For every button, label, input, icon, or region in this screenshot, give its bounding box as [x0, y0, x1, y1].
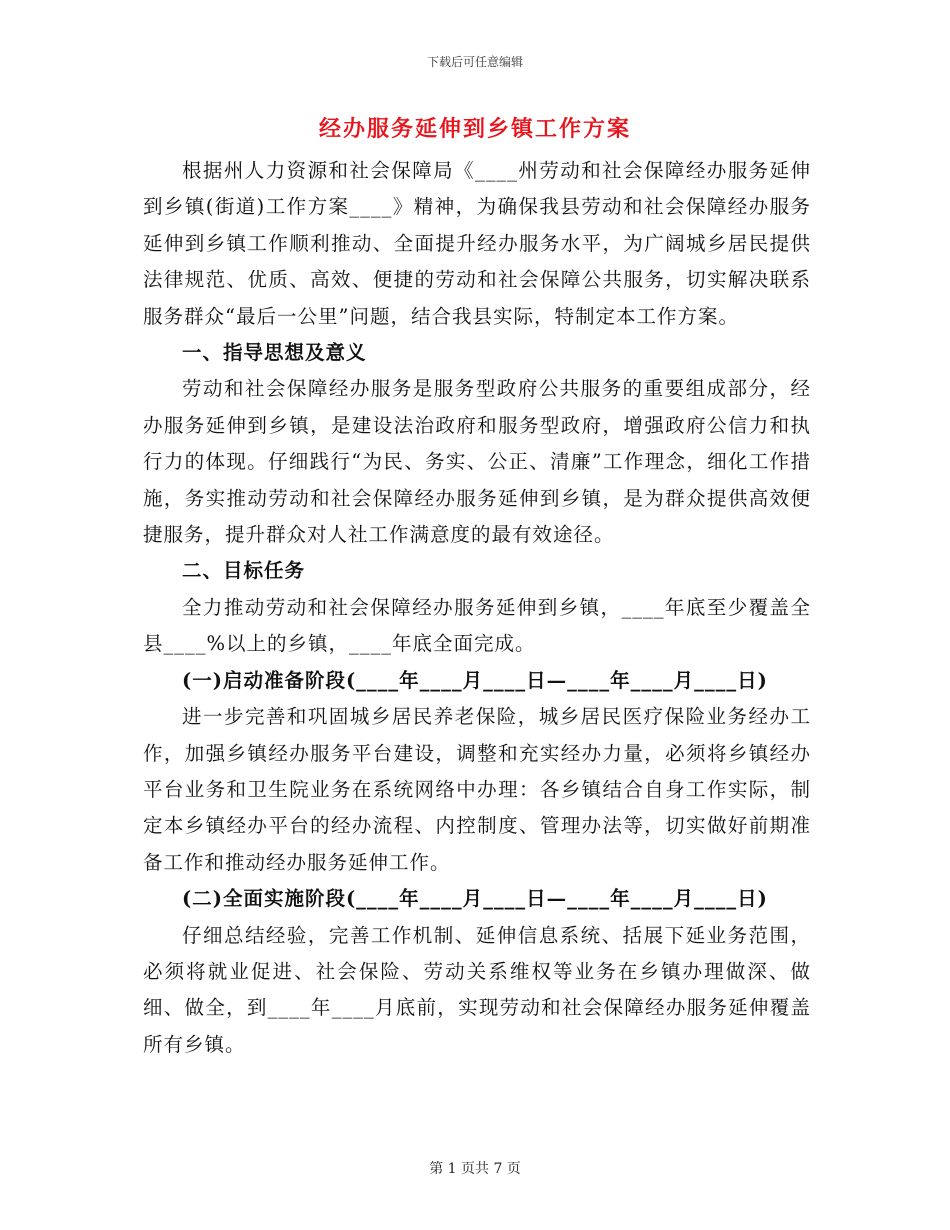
phase-heading-preparation: (一)启动准备阶段(____年____月____日—____年____月____日): [182, 668, 768, 692]
phase-heading-implementation: (二)全面实施阶段(____年____月____日—____年____月____日): [182, 887, 768, 911]
section-paragraph-guiding-ideology: 劳动和社会保障经办服务是服务型政府公共服务的重要组成部分，经办服务延伸到乡镇，是建设法治政府和服务型政府，增强政府公信力和执行力的体现。仔细践行“为民、务实、公正、清廉”工作理念，细化工作措施，务实推动劳动和社会保障经办服务延伸到乡镇，是为群众提供高效便捷服务，提升群众对人社工作满意度的最有效途径。: [143, 377, 811, 547]
section-heading-guiding-ideology: 一、指导思想及意义: [182, 341, 367, 365]
phase-paragraph-preparation: 进一步完善和巩固城乡居民养老保险，城乡居民医疗保险业务经办工作，加强乡镇经办服务平台建设，调整和充实经办力量，必须将乡镇经办平台业务和卫生院业务在系统网络中办理：各乡镇结合自身工作实际，制定本乡镇经办平台的经办流程、内控制度、管理办法等，切实做好前期准备工作和推动经办服务延伸工作。: [143, 705, 811, 874]
page-footer: 第 1 页共 7 页: [429, 1161, 521, 1177]
page-header: 下载后可任意编辑: [426, 55, 523, 69]
phase-paragraph-implementation: 仔细总结经验，完善工作机制、延伸信息系统、括展下延业务范围，必须将就业促进、社会保险、劳动关系维权等业务在乡镇办理做深、做细、做全，到____年____月底前，实现劳动和社会保障经办服务延伸覆盖所有乡镇。: [143, 923, 811, 1056]
section-heading-goals: 二、目标任务: [182, 559, 306, 583]
section-paragraph-goals: 全力推动劳动和社会保障经办服务延伸到乡镇，____年底至少覆盖全县____%以上的乡镇，____年底全面完成。: [143, 595, 811, 656]
document-body: [143, 153, 811, 1063]
intro-paragraph: 根据州人力资源和社会保障局《____州劳动和社会保障经办服务延伸到乡镇(街道)工作方案____》精神，为确保我县劳动和社会保障经办服务延伸到乡镇工作顺利推动、全面提升经办服务水平，为广阔城乡居民提供法律规范、优质、高效、便捷的劳动和社会保障公共服务，切实解决联系服务群众“最后一公里”问题，结合我县实际，特制定本工作方案。: [143, 159, 811, 328]
document-title: 经办服务延伸到乡镇工作方案: [318, 116, 631, 142]
